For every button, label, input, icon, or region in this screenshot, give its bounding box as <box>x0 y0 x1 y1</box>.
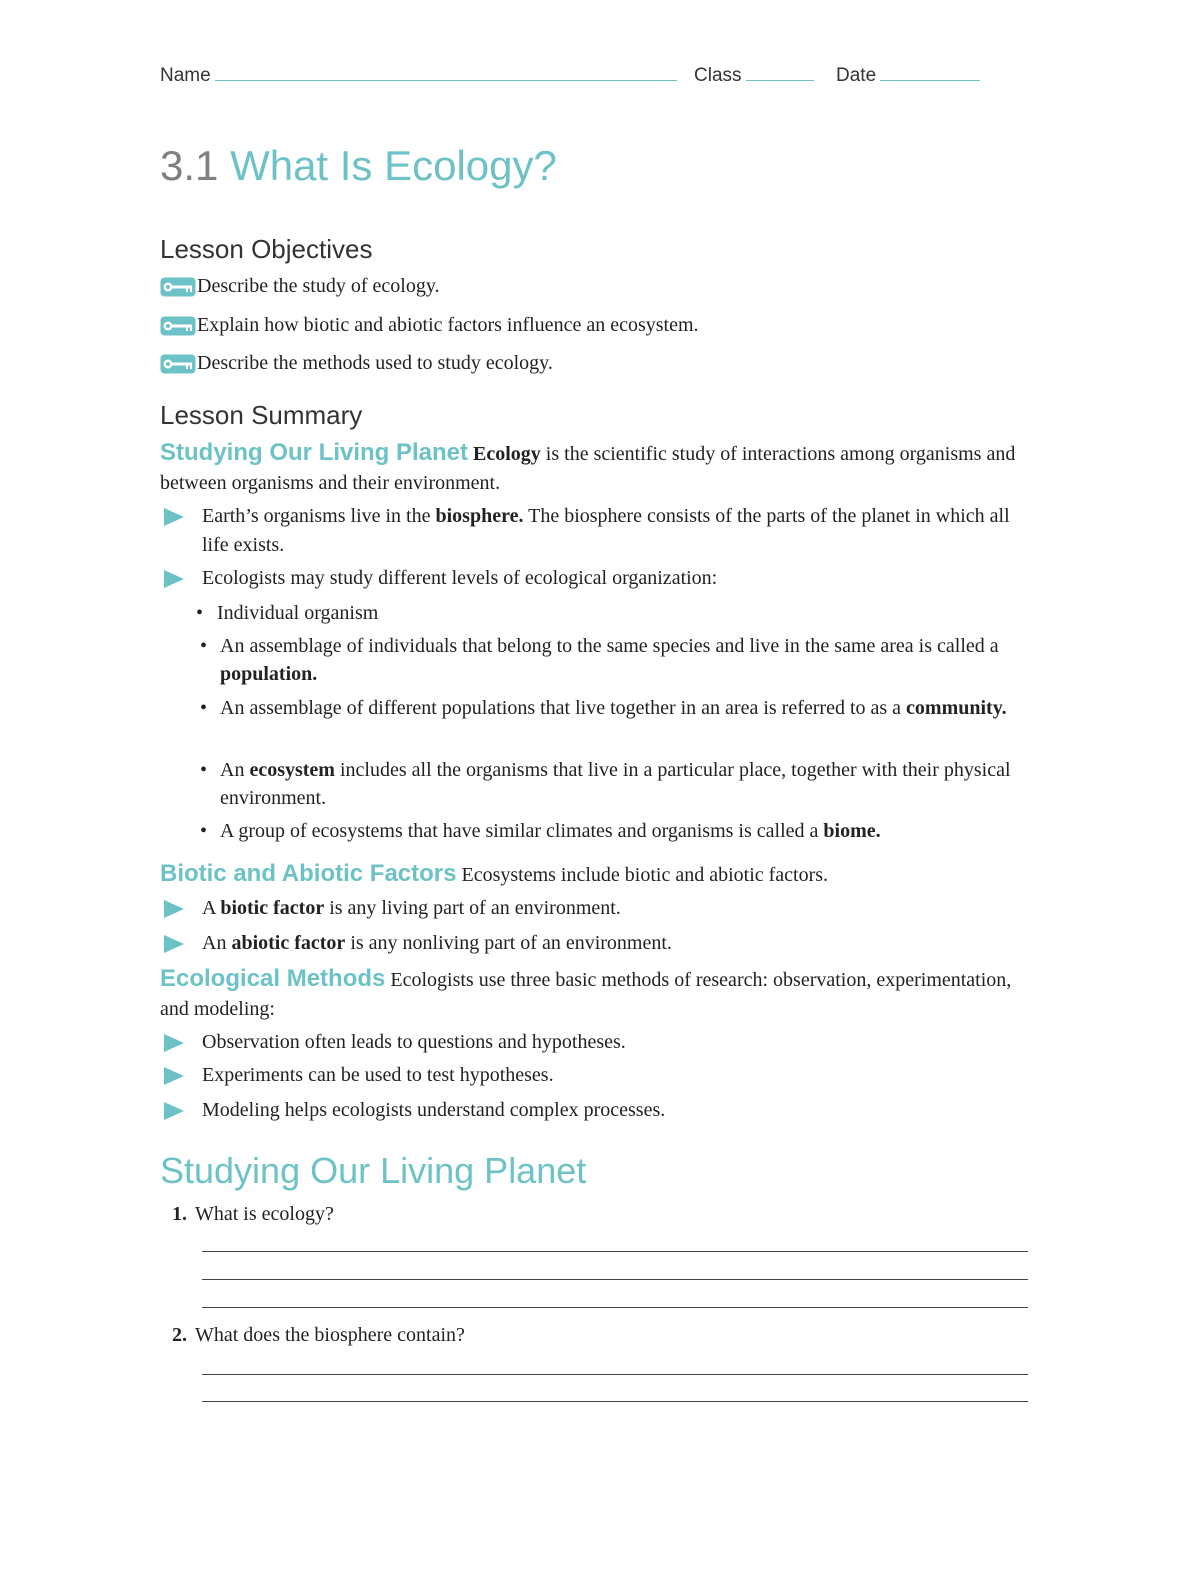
bullet-text: is any nonliving part of an environment. <box>345 932 672 954</box>
level-biome <box>196 817 1026 845</box>
dot-bullet-icon: • <box>200 697 208 719</box>
question-number: 1. <box>172 1203 187 1225</box>
section-title: What Is Ecology? <box>230 142 557 189</box>
bullet-text: is any living part of an environment. <box>324 897 621 919</box>
level-text: An assemblage of individuals that belong to the same species and live in the same area is called a <box>220 635 999 657</box>
method-bullet <box>160 1061 1030 1090</box>
triangle-bullet-icon <box>164 1034 184 1052</box>
abiotic-bullet <box>160 929 1030 958</box>
summary-heading: Lesson Summary <box>160 400 363 430</box>
bullet-text: An <box>202 932 232 954</box>
bullet-text: Ecologists may study different levels of ecological organization: <box>202 567 718 589</box>
question-text: What is ecology? <box>195 1203 334 1225</box>
objective-text: Explain how biotic and abiotic factors influence an ecosystem. <box>197 314 699 336</box>
ecosystem-term: ecosystem <box>249 759 335 781</box>
bullet-text: Experiments can be used to test hypotheses. <box>202 1064 554 1086</box>
dot-bullet-icon: • <box>196 602 204 624</box>
page-title <box>160 142 557 190</box>
bullet-text: Modeling helps ecologists understand complex processes. <box>202 1099 666 1121</box>
factors-text: Ecosystems include biotic and abiotic factors. <box>456 864 829 886</box>
level-community <box>196 694 1026 722</box>
bullet-text: Earth’s organisms live in the <box>202 505 436 527</box>
biosphere-term: biosphere. <box>435 505 524 527</box>
ecology-term: Ecology <box>473 443 541 465</box>
question-1 <box>172 1203 334 1226</box>
triangle-bullet-icon <box>164 900 184 918</box>
triangle-bullet-icon <box>164 1067 184 1085</box>
key-icon <box>160 316 196 336</box>
abiotic-term: abiotic factor <box>231 932 346 954</box>
living-planet-subhead: Studying Our Living Planet <box>160 439 469 466</box>
objective-text: Describe the methods used to study ecology. <box>197 352 553 374</box>
level-text: An <box>220 759 250 781</box>
biosphere-bullet <box>160 502 1030 560</box>
methods-paragraph <box>160 964 1020 1024</box>
level-individual <box>193 599 1023 627</box>
answer-line[interactable] <box>202 1251 1028 1252</box>
class-blank[interactable] <box>746 62 814 81</box>
name-field[interactable] <box>160 62 677 87</box>
question-number: 2. <box>172 1324 187 1346</box>
dot-bullet-icon: • <box>200 759 208 781</box>
section-number: 3.1 <box>160 142 219 189</box>
date-field[interactable] <box>836 62 980 87</box>
answer-line[interactable] <box>202 1401 1028 1402</box>
method-bullet <box>160 1096 1030 1125</box>
key-icon <box>160 354 196 374</box>
level-population <box>196 632 1026 688</box>
triangle-bullet-icon <box>164 570 184 588</box>
bullet-text: Observation often leads to questions and hypotheses. <box>202 1031 626 1053</box>
question-2 <box>172 1324 465 1347</box>
objective-item <box>160 314 699 337</box>
objectives-heading: Lesson Objectives <box>160 234 373 264</box>
level-text: A group of ecosystems that have similar climates and organisms is called a <box>220 820 824 842</box>
dot-bullet-icon: • <box>200 635 208 657</box>
population-term: population. <box>220 663 318 685</box>
bullet-text: A <box>202 897 221 919</box>
methods-subhead: Ecological Methods <box>160 965 386 992</box>
living-planet-paragraph <box>160 438 1020 498</box>
triangle-bullet-icon <box>164 1102 184 1120</box>
class-field[interactable] <box>694 62 814 87</box>
key-icon <box>160 277 196 297</box>
answer-line[interactable] <box>202 1374 1028 1375</box>
method-bullet <box>160 1028 1030 1057</box>
class-label: Class <box>694 65 742 86</box>
question-text: What does the biosphere contain? <box>195 1324 465 1346</box>
level-text: An assemblage of different populations that live together in an area is referred to as a <box>220 697 907 719</box>
objective-text: Describe the study of ecology. <box>197 275 440 297</box>
dot-bullet-icon: • <box>200 820 208 842</box>
factors-paragraph <box>160 859 1020 890</box>
methods-text: Ecologists use three basic methods of research: observation, experimentation, and modeling: <box>160 969 1012 1020</box>
name-label: Name <box>160 65 211 86</box>
biotic-term: biotic factor <box>220 897 325 919</box>
objective-item <box>160 352 553 375</box>
biome-term: biome. <box>823 820 881 842</box>
ecology-definition: is the scientific study of interactions among organisms and between organisms and their environment. <box>160 443 1016 494</box>
bullet-text: The biosphere consists of the parts of the planet in which all life exists. <box>202 505 1010 556</box>
triangle-bullet-icon <box>164 508 184 526</box>
level-text: includes all the organisms that live in a particular place, together with their physical environment. <box>220 759 1011 809</box>
level-text: Individual organism <box>217 602 379 624</box>
date-blank[interactable] <box>880 62 980 81</box>
level-ecosystem <box>196 756 1026 812</box>
practice-heading: Studying Our Living Planet <box>160 1150 587 1191</box>
name-blank[interactable] <box>215 62 677 81</box>
levels-bullet <box>160 564 1030 593</box>
factors-subhead: Biotic and Abiotic Factors <box>160 860 457 887</box>
date-label: Date <box>836 65 877 86</box>
answer-line[interactable] <box>202 1307 1028 1308</box>
community-term: community. <box>906 697 1007 719</box>
biotic-bullet <box>160 894 1030 923</box>
answer-line[interactable] <box>202 1279 1028 1280</box>
objective-item <box>160 275 440 298</box>
triangle-bullet-icon <box>164 935 184 953</box>
